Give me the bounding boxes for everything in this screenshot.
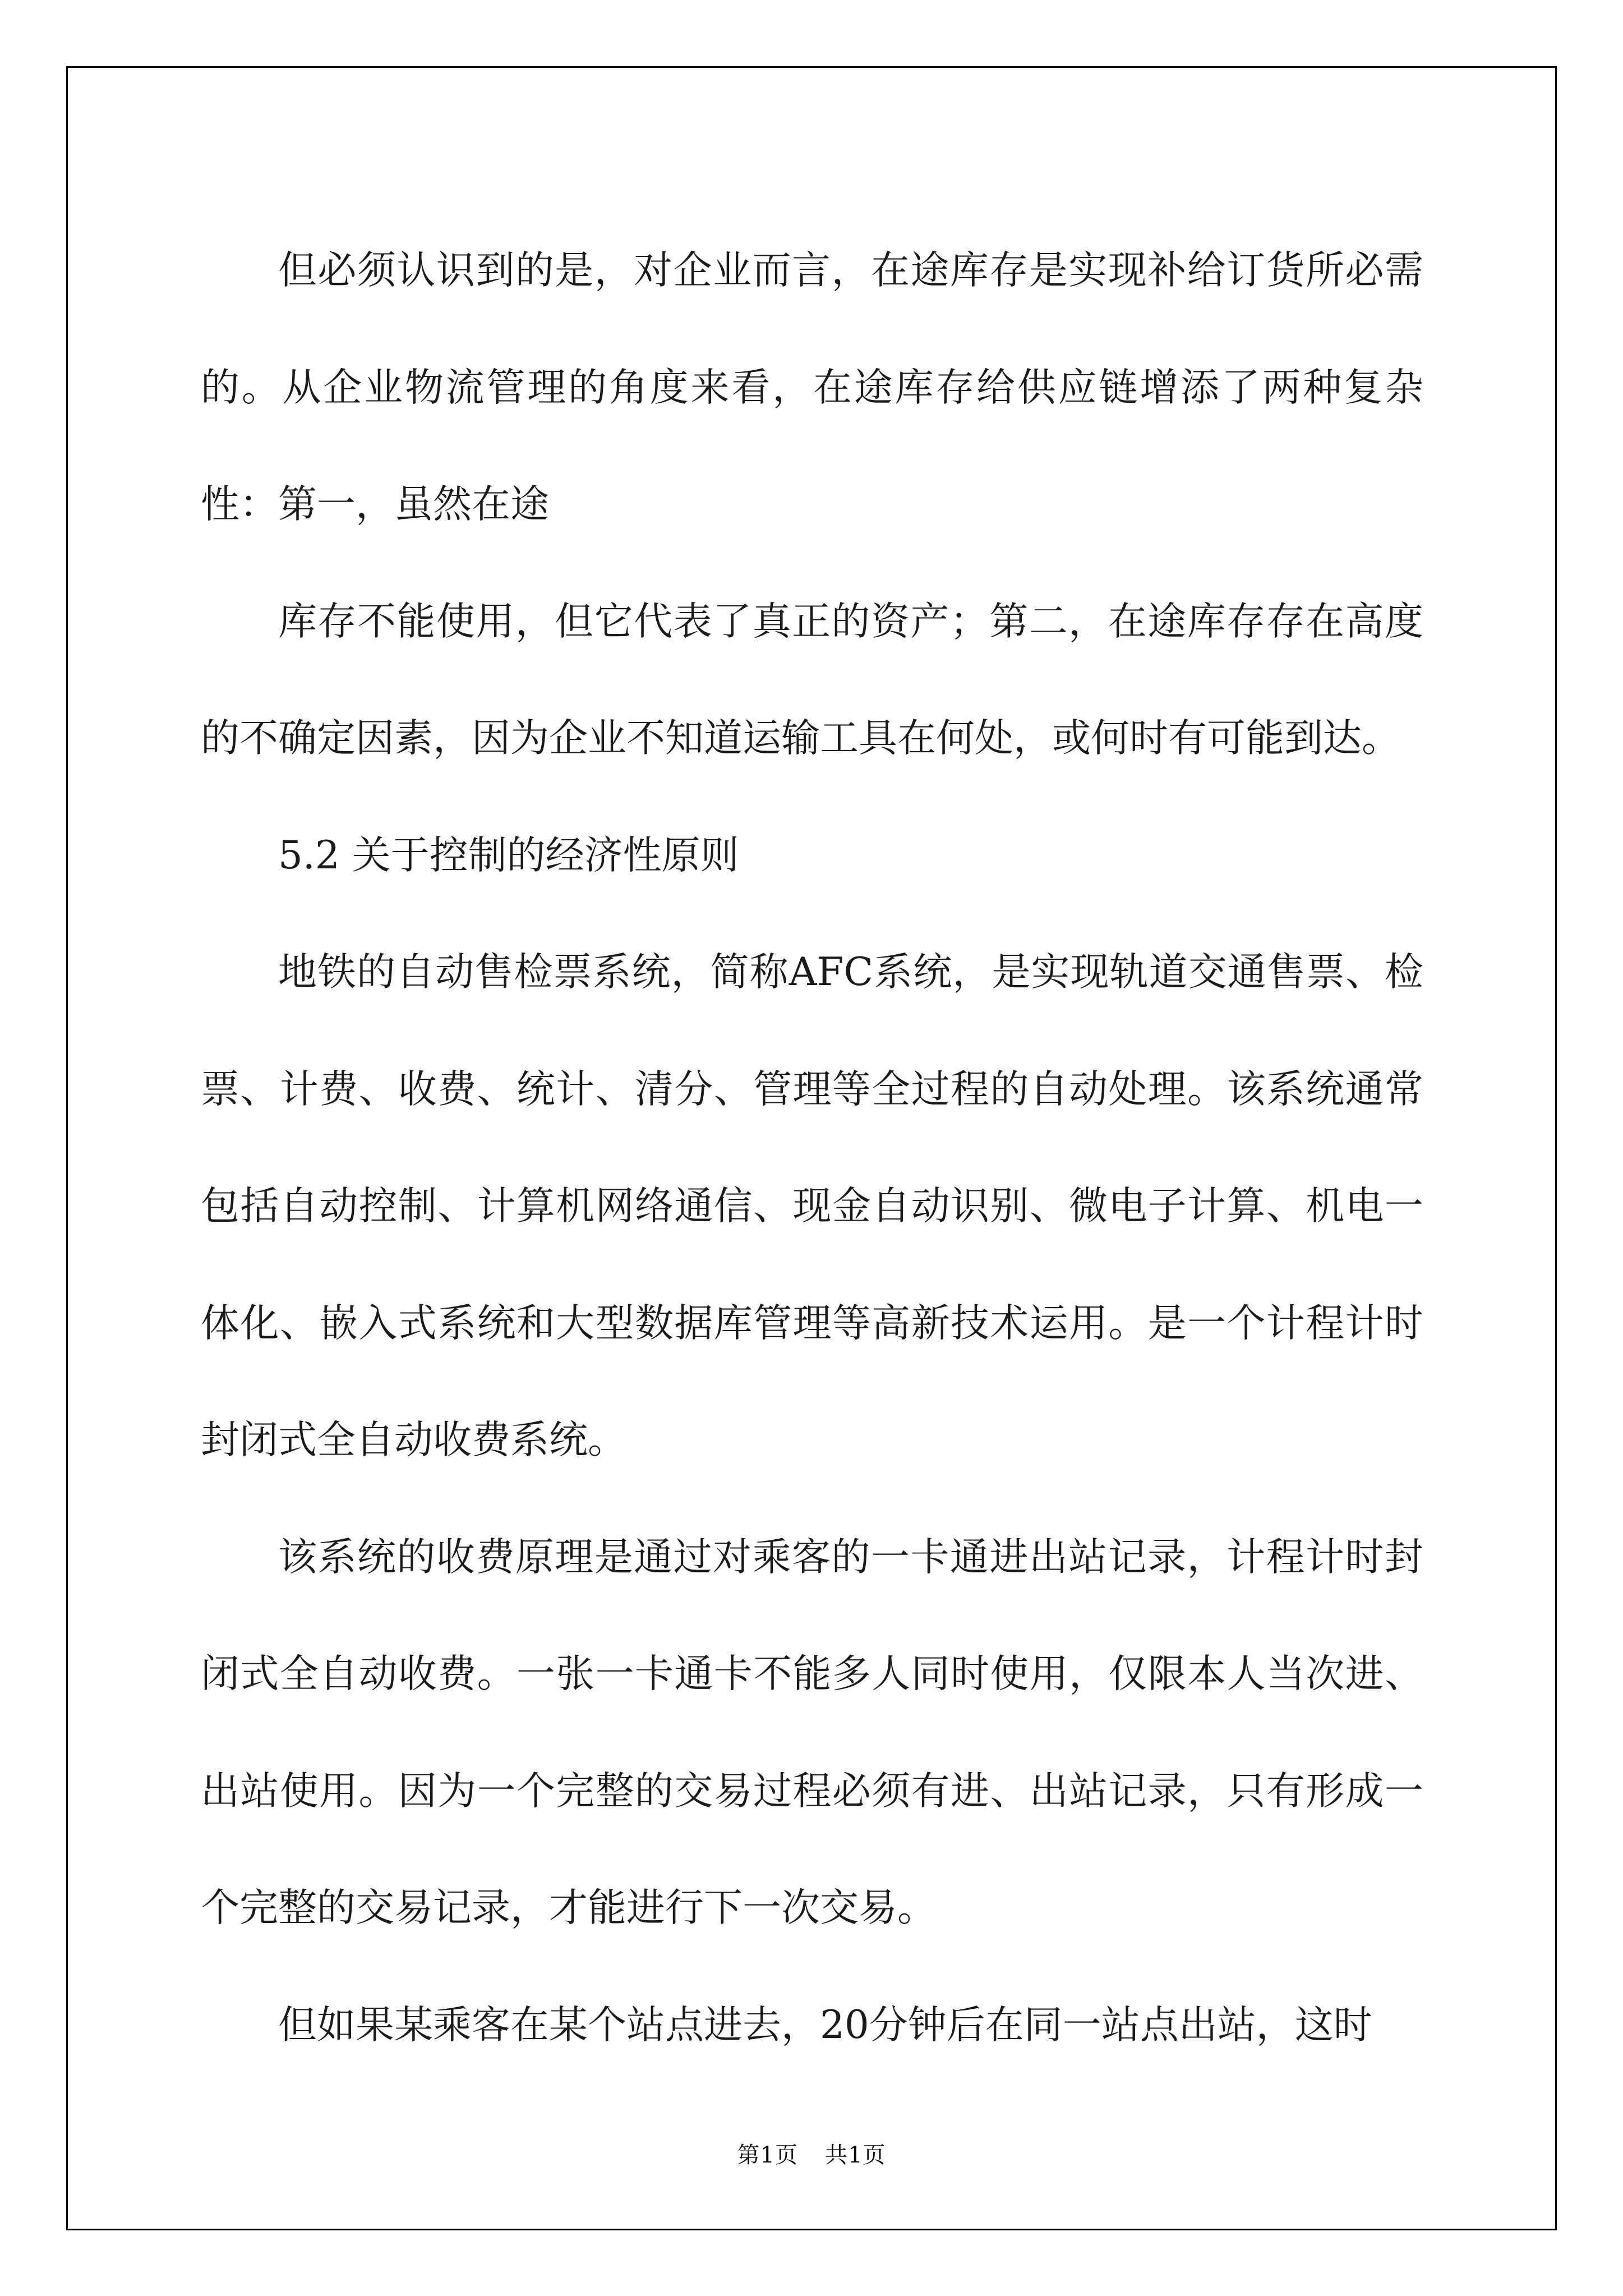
- page-number: 第1页: [737, 2142, 798, 2168]
- paragraph: 库存不能使用，但它代表了真正的资产；第二，在途库存存在高度的不确定因素，因为企业不知道运输工具在何处，或何时有可能到达。: [201, 599, 1423, 761]
- paragraph: 该系统的收费原理是通过对乘客的一卡通进出站记录，计程计时封闭式全自动收费。一张一卡通卡不能多人同时使用，仅限本人当次进、出站使用。因为一个完整的交易过程必须有进、出站记录，只有形成一个完整的交易记录，才能进行下一次交易。: [201, 1534, 1423, 1930]
- section-heading: 5.2 关于控制的经济性原则: [278, 832, 739, 878]
- document-body: [201, 212, 1423, 2083]
- page-footer: [0, 2137, 1623, 2169]
- paragraph: 但必须认识到的是，对企业而言，在途库存是实现补给订货所必需的。从企业物流管理的角度来看，在途库存给供应链增添了两种复杂性：第一，虽然在途: [201, 248, 1423, 527]
- paragraph: 地铁的自动售检票系统，简称AFC系统，是实现轨道交通售票、检票、计费、收费、统计、清分、管理等全过程的自动处理。该系统通常包括自动控制、计算机网络通信、现金自动识别、微电子计算、机电一体化、嵌入式系统和大型数据库管理等高新技术运用。是一个计程计时封闭式全自动收费系统。: [201, 950, 1423, 1462]
- page-total: 共1页: [825, 2142, 886, 2168]
- paragraph: 但如果某乘客在某个站点进去，20分钟后在同一站点出站，这时: [278, 2002, 1372, 2047]
